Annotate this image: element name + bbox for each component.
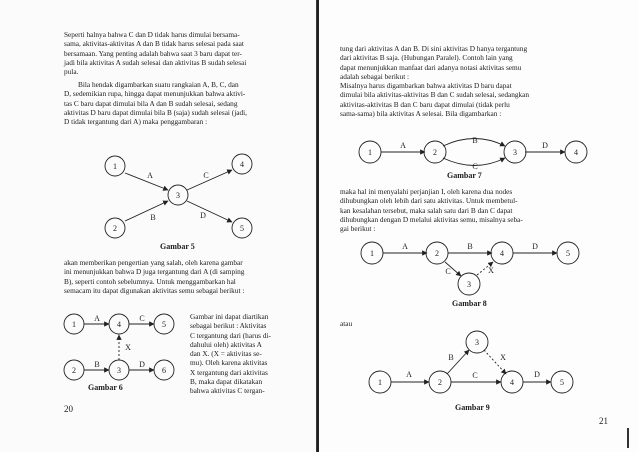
text-line: kan kesalahan tersebut, maka salah satu dari B dan C dapat — [340, 205, 513, 215]
figure-5-caption: Gambar 5 — [160, 242, 195, 251]
text-line: ini menunjukkan bahwa D juga tergantung dari A (di samping — [64, 267, 245, 277]
text-line: sama-sama) bila aktivitas A selesai. Bila digambarkan : — [340, 109, 502, 119]
figure-8-caption: Gambar 8 — [452, 299, 487, 308]
edge-label: X — [125, 343, 131, 352]
edge-line — [187, 201, 232, 222]
text-line: X tergantung dari aktivitas — [190, 367, 268, 377]
edge-label: A — [406, 370, 412, 379]
text-line: maka hal ini menyalahi perjanjian I, oleh karena dua nodes — [340, 187, 513, 196]
right-paragraph-1 — [340, 44, 600, 118]
atau-label: atau — [340, 319, 353, 328]
edge-label: A — [400, 141, 406, 150]
text-line: tas C baru dapat dimulai bila A dan B sudah selesai, sedang — [64, 98, 238, 108]
text-line: Bila hendak digambarkan suatu rangkaian A, B, C, dan — [78, 80, 239, 89]
node-label: 3 — [513, 148, 517, 157]
text-line: adalah sebagai berikut : — [340, 71, 410, 81]
edge-label: C — [472, 162, 478, 171]
text-line: tung dari aktivitas A dan B. Di sini aktivitas D hanya tergantung — [340, 44, 528, 53]
node-label: 2 — [433, 148, 437, 157]
figure-6-caption: Gambar 6 — [88, 383, 123, 392]
figure-7-caption: Gambar 7 — [447, 171, 482, 180]
edge-line — [125, 201, 168, 221]
text-line: Seperti halnya bahwa C dan D tidak harus dimulai bersama- — [64, 30, 240, 39]
figure-8-diagram — [357, 238, 617, 300]
node-label: 3 — [117, 366, 121, 375]
text-line: gai berikut : — [340, 224, 376, 234]
node-label: 1 — [72, 320, 76, 329]
node-label: 2 — [113, 224, 117, 233]
edge-label: A — [147, 171, 153, 180]
text-line: B, maka dapat dikatakan — [190, 377, 263, 387]
text-line: Misalnya harus digambarkan bahwa aktivitas D baru dapat — [340, 81, 512, 91]
node-label: 5 — [560, 378, 564, 387]
text-line: semacam itu dapat digunakan aktivitas semu sebagai berikut : — [64, 285, 245, 295]
node-label: 5 — [566, 249, 570, 258]
edge-label: X — [488, 266, 494, 275]
right-page — [319, 0, 638, 452]
node-label: 6 — [162, 366, 166, 375]
text-line: bahwa aktivitas C tergan- — [190, 386, 265, 396]
edge-label: B — [150, 213, 156, 222]
text-line: dihubungkan oleh lebih dari satu aktivitas. Untuk membetul- — [340, 196, 518, 206]
edge-label: D — [200, 211, 206, 220]
node-label: 1 — [370, 249, 374, 258]
text-line: dimulai bila aktivitas-aktivitas B dan C sudah selesai, sedangkan — [340, 90, 530, 100]
figure-6-diagram — [62, 305, 187, 390]
left-page — [0, 0, 318, 452]
edge-line — [187, 170, 232, 190]
node-label: 3 — [475, 338, 479, 347]
edge-label: D — [534, 370, 540, 379]
page-edge-mark — [627, 428, 629, 448]
edge-label: C — [472, 371, 478, 380]
node-label: 2 — [438, 378, 442, 387]
edge-label: A — [94, 314, 100, 323]
node-label: 1 — [368, 148, 372, 157]
text-line: sebagai berikut : Aktivitas — [190, 321, 267, 331]
node-label: 3 — [467, 280, 471, 289]
node-label: 1 — [113, 162, 117, 171]
edge-label: B — [448, 353, 454, 362]
node-label: 4 — [510, 378, 514, 387]
edge-label: D — [542, 141, 548, 150]
left-side-text — [190, 312, 302, 396]
node-label: 3 — [176, 191, 180, 200]
text-line: mu). Oleh karena aktivitas — [190, 358, 268, 368]
text-line: bersamaan. Yang penting adalah bahwa saat 3 baru dapat ter- — [64, 48, 242, 58]
edge-label: B — [472, 136, 478, 145]
edge-label: A — [402, 242, 408, 251]
figure-9-diagram — [365, 322, 585, 402]
text-line: aktivitas-aktivitas B dan C baru dapat dimulai (tidak perlu — [340, 99, 510, 109]
left-paragraph-2 — [64, 80, 302, 126]
edge-label: B — [467, 242, 473, 251]
edge-label: C — [139, 314, 145, 323]
node-label: 2 — [72, 366, 76, 375]
text-line: dihubungkan dengan D melalui aktivitas semu, misalnya seba- — [340, 214, 523, 224]
node-label: 1 — [378, 378, 382, 387]
node-label: 5 — [162, 320, 166, 329]
edge-label: B — [94, 360, 100, 369]
text-line: akan memberikan pengertian yang salah, oleh karena gambar — [64, 258, 243, 267]
text-line: dari aktivitas B saja. (Hubungan Paralel). Contoh lain yang — [340, 53, 513, 63]
node-label: 5 — [240, 224, 244, 233]
text-line: B), seperti contoh sebelumnya. Untuk menggambarkan hal — [64, 276, 236, 286]
edge-label: C — [445, 267, 451, 276]
left-paragraph-3 — [64, 258, 302, 295]
node-label: 2 — [435, 249, 439, 258]
left-paragraph-1 — [64, 30, 302, 76]
node-label: 4 — [500, 249, 504, 258]
text-line: jadi bila aktivitas A sudah selesai dan aktivitas B sudah selesai — [64, 57, 247, 67]
figure-9-caption: Gambar 9 — [455, 403, 490, 412]
text-line: C tergantung dari (harus di- — [190, 330, 271, 340]
text-line: dahului oleh) aktivitas A — [190, 339, 262, 349]
text-line: Gambar ini dapat diartikan — [190, 312, 269, 321]
figure-7-diagram — [353, 133, 593, 171]
node-label: 4 — [240, 160, 244, 169]
text-line: dapat menunjukkan manfaat dari adanya notasi aktivitas semu — [340, 62, 522, 72]
page-number-left: 20 — [64, 404, 73, 414]
text-line: aktivitas D baru dapat dimulai bila B (saja) sudah selesai (jadi, — [64, 107, 247, 117]
right-paragraph-2 — [340, 187, 600, 233]
figure-5-diagram — [90, 148, 260, 243]
text-line: dan X. (X = aktivitas se- — [190, 349, 262, 359]
text-line: pula. — [64, 67, 79, 77]
node-label: 4 — [574, 148, 578, 157]
edge-label: D — [532, 242, 538, 251]
node-label: 4 — [117, 320, 121, 329]
text-line: D tidak tergantung dari A) maka penggambaran : — [64, 117, 208, 127]
text-line: D, sedemikian rupa, hingga dapat menunjukkan bahwa aktivi- — [64, 89, 246, 99]
edge-label: D — [139, 360, 145, 369]
edge-label: C — [203, 171, 209, 180]
page-number-right: 21 — [599, 416, 608, 426]
text-line: sama, aktivitas-aktivitas A dan B tidak harus selesai pada saat — [64, 39, 244, 49]
edge-label: X — [500, 353, 506, 362]
